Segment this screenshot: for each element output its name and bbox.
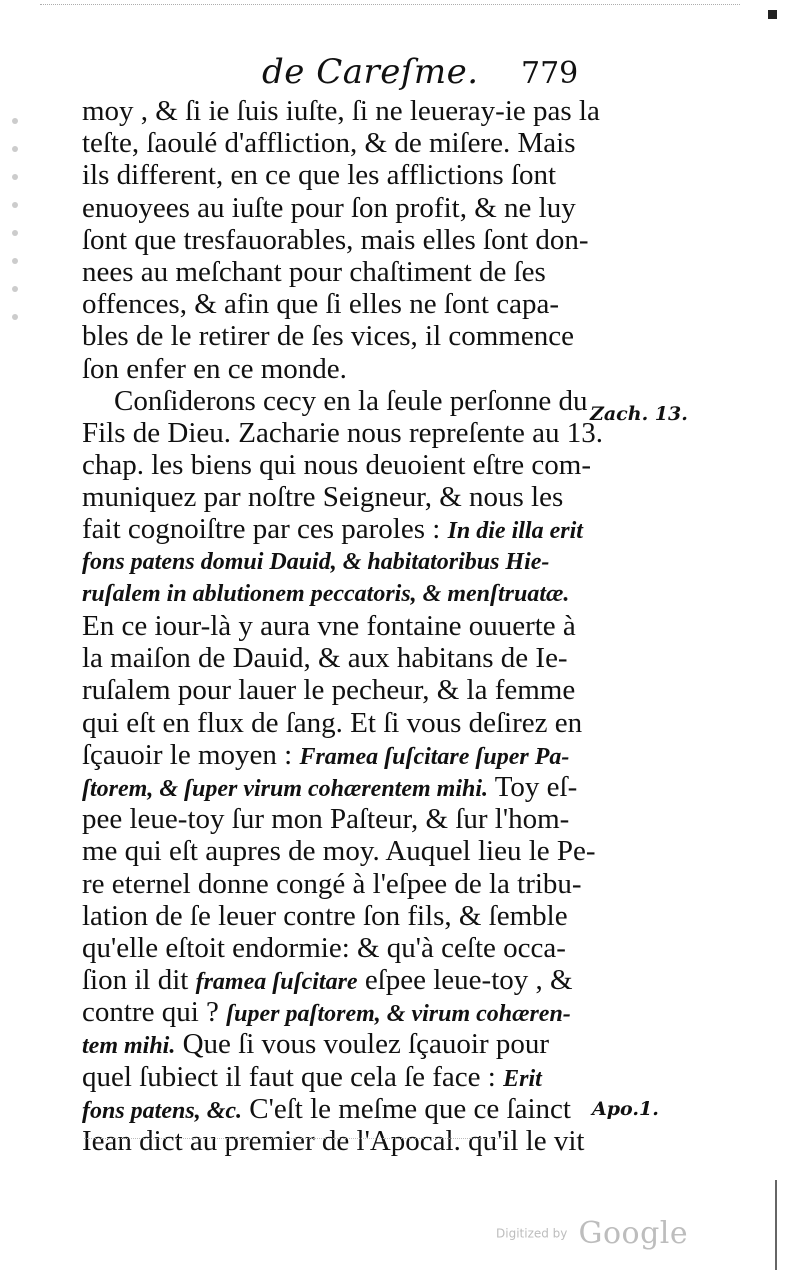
text-roman: ſçauoir le moyen :: [82, 738, 300, 771]
text-line: muniquez par noſtre Seigneur, & nous les: [82, 481, 564, 514]
text-line: [82, 1028, 582, 1060]
text-line: ils different, en ce que les afflictions ſont: [82, 159, 557, 192]
latin-quote-line: ruſalem in ablutionem peccatoris, & menſtruatæ.: [82, 580, 570, 607]
page-number: 779: [521, 56, 579, 91]
google-watermark: [496, 1216, 688, 1251]
text-line: offences, & afin que ſi elles ne ſont capa-: [82, 288, 559, 321]
text-line: ſont que tresfauorables, mais elles ſont don-: [82, 223, 589, 256]
watermark-small-text: Digitized by: [496, 1226, 568, 1241]
text-line: [82, 964, 582, 996]
top-edge-specks: [40, 4, 740, 13]
text-line: [82, 513, 582, 545]
latin-quote: Erit: [503, 1065, 542, 1092]
latin-quote-line: fons patens domui Dauid, & habitatoribus Hie-: [82, 548, 550, 575]
corner-mark: [768, 10, 777, 19]
latin-quote: In die illa erit: [447, 518, 583, 545]
text-roman: quel ſubiect il faut que cela ſe face :: [82, 1060, 504, 1093]
text-roman: C'eſt le meſme que ce ſainct: [242, 1092, 571, 1125]
text-line: pee leue-toy ſur mon Paſteur, & ſur l'hom-: [82, 803, 570, 836]
text-roman: Que ſi vous voulez ſçauoir pour: [175, 1028, 550, 1061]
text-line: [82, 1061, 582, 1093]
text-line: re eternel donne congé à l'eſpee de la tribu-: [82, 867, 582, 900]
text-roman: contre qui ?: [82, 996, 227, 1029]
text-line: Iean dict au premier de l'Apocal. qu'il le vit: [82, 1125, 585, 1157]
text-line: enuoyees au iuſte pour ſon profit, & ne luy: [82, 191, 576, 224]
text-line: moy , & ſi ie ſuis iuſte, ſi ne leueray-ie pas la: [82, 95, 600, 127]
text-line: qui eſt en flux de ſang. Et ſi vous deſirez en: [82, 706, 583, 739]
text-line: bles de le retirer de ſes vices, il commence: [82, 320, 574, 353]
body-text: [82, 95, 604, 1157]
page-edge: [775, 1180, 777, 1270]
latin-quote: framea ſuſcitare: [195, 969, 358, 996]
latin-quote: tem mihi.: [82, 1033, 176, 1060]
text-roman: Toy eſ-: [488, 770, 578, 803]
text-line: lation de ſe leuer contre ſon fils, & ſemble: [82, 899, 568, 932]
text-line: [82, 739, 582, 771]
left-margin-specks: [8, 118, 26, 418]
text-roman: fait cognoiſtre par ces paroles :: [82, 513, 448, 546]
text-line: nees au meſchant pour chaſtiment de ſes: [82, 255, 546, 288]
google-logo: Google: [578, 1216, 689, 1251]
text-line: [82, 996, 582, 1028]
text-roman: eſpee leue-toy , &: [357, 964, 573, 997]
text-line: ruſalem pour lauer le pecheur, & la femme: [82, 674, 576, 707]
latin-quote: ſuper paſtorem, & virum cohæren-: [226, 1001, 571, 1028]
text-line: la maiſon de Dauid, & aux habitans de Ie-: [82, 642, 568, 675]
margin-note-zach: Zach. 13.: [590, 403, 688, 425]
bottom-rule: [84, 1138, 504, 1139]
text-roman: ſion il dit: [82, 964, 196, 997]
text-line: [82, 1093, 582, 1125]
margin-note-apoc: Apo.1.: [592, 1098, 659, 1120]
latin-quote: fons patens, &c.: [82, 1097, 243, 1124]
text-line: teſte, ſaoulé d'affliction, & de miſere. Mais: [82, 127, 576, 160]
text-line: ſon enfer en ce monde.: [82, 352, 347, 385]
text-line: chap. les biens qui nous deuoient eſtre com-: [82, 449, 591, 482]
latin-quote: ſtorem, & ſuper virum cohærentem mihi.: [82, 775, 489, 802]
text-line: qu'elle eſtoit endormie: & qu'à ceſte occa-: [82, 931, 566, 964]
text-line: En ce iour-là y aura vne fontaine ouuerte à: [82, 610, 576, 642]
latin-quote: Framea ſuſcitare ſuper Pa-: [299, 743, 570, 770]
text-line: Fils de Dieu. Zacharie nous repreſente au 13.: [82, 416, 604, 449]
text-line: Conſiderons cecy en la ſeule perſonne du: [114, 384, 588, 417]
text-line: [82, 771, 582, 803]
running-head: de Careſme.: [262, 52, 479, 92]
text-line: me qui eſt aupres de moy. Auquel lieu le Pe-: [82, 835, 596, 868]
